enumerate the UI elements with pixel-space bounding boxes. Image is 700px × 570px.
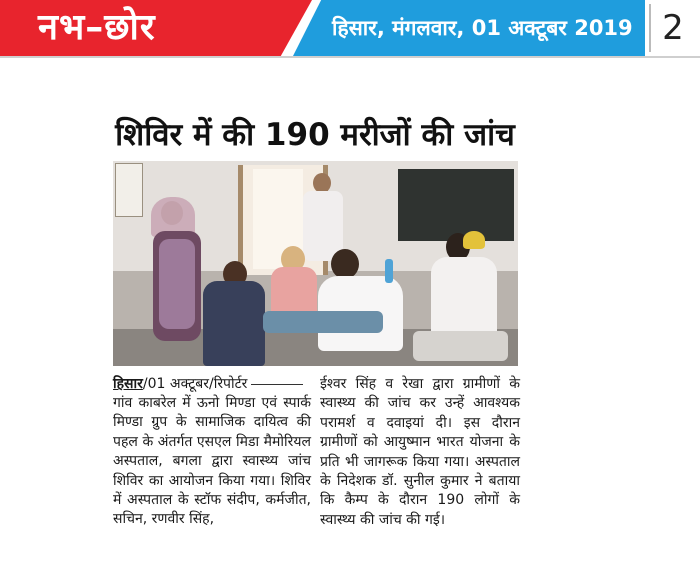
byline-place: हिसार bbox=[113, 376, 143, 392]
article-column-left bbox=[113, 375, 311, 530]
article-body-right: ईश्वर सिंह व रेखा द्वारा ग्रामीणों के स्वास्थ्य की जांच कर उन्हें आवश्यक परामर्श व दवाइयां दी। इस दौरान ग्रामीणों को आयुष्मान भारत योजना के प्रति भी जागरूक किया गया। अस्पताल के निदेशक डॉ. सुनील कुमार ने बताया कि कैम्प के दौरान 190 लोगों के स्वास्थ्य की जांच की गई। bbox=[320, 376, 520, 528]
byline bbox=[113, 375, 311, 394]
byline-rule bbox=[251, 384, 303, 385]
masthead bbox=[0, 0, 700, 58]
masthead-divider bbox=[0, 56, 700, 58]
newspaper-name: नभ–छोर bbox=[38, 7, 156, 48]
page-number: 2 bbox=[649, 4, 695, 52]
byline-details: /01 अक्टूबर/रिपोर्टर bbox=[142, 376, 248, 392]
article-column-right bbox=[320, 375, 520, 530]
article-photo bbox=[113, 161, 518, 366]
dateline: हिसार, मंगलवार, 01 अक्टूबर 2019 bbox=[332, 16, 633, 40]
article-headline: शिविर में की 190 मरीजों की जांच bbox=[115, 117, 515, 153]
article-body-left: गांव काबरेल में ऊनो मिण्डा एवं स्पार्क मिण्डा ग्रुप के सामाजिक दायित्व की पहल के अंतर्गत एसएल मिडा मैमोरियल अस्पताल, बगला द्वारा स्वास्थ्य जांच शिविर का आयोजन किया गया। शिविर में अस्पताल के स्टॉफ संदीप, कर्मजीत, सचिन, रणवीर सिंह, bbox=[113, 395, 311, 528]
